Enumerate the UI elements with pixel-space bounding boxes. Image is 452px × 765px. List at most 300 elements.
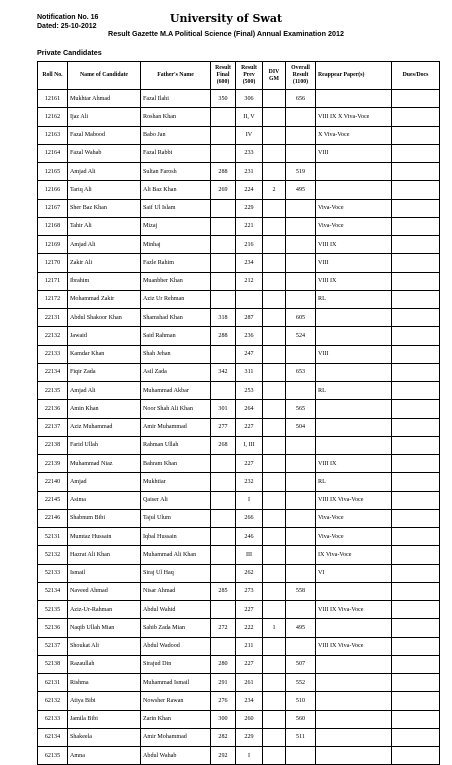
cell-name: Amjad Ali xyxy=(68,163,141,181)
cell-final: 288 xyxy=(211,163,236,181)
cell-father: Fazal Rabbi xyxy=(141,144,211,162)
cell-div xyxy=(263,400,286,418)
cell-div xyxy=(263,327,286,345)
cell-roll: 22139 xyxy=(38,455,68,473)
cell-final xyxy=(211,491,236,509)
cell-father: Noor Shah Ali Khan xyxy=(141,400,211,418)
cell-father: Roshan Khan xyxy=(141,108,211,126)
table-row xyxy=(38,728,440,746)
cell-father: Muhammad Ismail xyxy=(141,674,211,692)
cell-father: Fazle Rahim xyxy=(141,254,211,272)
cell-final xyxy=(211,455,236,473)
cell-overall xyxy=(286,382,316,400)
cell-reappear: VIII IX Viva-Voce xyxy=(316,491,392,509)
cell-reappear: VIII IX X Viva-Voce xyxy=(316,108,392,126)
cell-div xyxy=(263,309,286,327)
cell-reappear xyxy=(316,90,392,108)
cell-div: 1 xyxy=(263,619,286,637)
cell-reappear: VIII IX Viva-Voce xyxy=(316,601,392,619)
cell-father: Abdul Wadood xyxy=(141,637,211,655)
cell-father: Babo Jan xyxy=(141,126,211,144)
cell-father: Muhammad Akbar xyxy=(141,382,211,400)
cell-dues xyxy=(392,181,440,199)
cell-dues xyxy=(392,327,440,345)
table-row xyxy=(38,400,440,418)
cell-reappear: VIII xyxy=(316,144,392,162)
cell-roll: 12164 xyxy=(38,144,68,162)
cell-overall xyxy=(286,546,316,564)
cell-reappear: VIII IX xyxy=(316,455,392,473)
cell-div xyxy=(263,546,286,564)
cell-final xyxy=(211,126,236,144)
cell-roll: 22138 xyxy=(38,436,68,454)
cell-father: Mukhtiar xyxy=(141,473,211,491)
table-row xyxy=(38,290,440,308)
cell-roll: 62134 xyxy=(38,728,68,746)
cell-final xyxy=(211,473,236,491)
cell-roll: 22135 xyxy=(38,382,68,400)
university-name: University of Swat xyxy=(169,12,283,25)
cell-prev: 260 xyxy=(236,710,263,728)
cell-overall xyxy=(286,108,316,126)
cell-father: Siraj Ul Haq xyxy=(141,564,211,582)
cell-dues xyxy=(392,144,440,162)
cell-roll: 22132 xyxy=(38,327,68,345)
cell-prev: 229 xyxy=(236,728,263,746)
cell-div xyxy=(263,564,286,582)
table-row xyxy=(38,181,440,199)
cell-reappear: VIII xyxy=(316,254,392,272)
section-heading: Private Candidates xyxy=(37,48,102,57)
table-row xyxy=(38,90,440,108)
cell-reappear: Viva-Voce xyxy=(316,509,392,527)
cell-prev: 224 xyxy=(236,181,263,199)
cell-prev: I xyxy=(236,747,263,765)
cell-div xyxy=(263,363,286,381)
cell-overall xyxy=(286,747,316,765)
cell-roll: 52135 xyxy=(38,601,68,619)
cell-father: Amir Muhammad xyxy=(141,418,211,436)
cell-reappear xyxy=(316,710,392,728)
cell-div xyxy=(263,90,286,108)
table-row xyxy=(38,692,440,710)
cell-final: 350 xyxy=(211,90,236,108)
notification-date: Dated: 25-10-2012 xyxy=(37,23,97,30)
cell-final: 277 xyxy=(211,418,236,436)
cell-dues xyxy=(392,728,440,746)
cell-father: Abdul Wahab xyxy=(141,747,211,765)
cell-final: 282 xyxy=(211,728,236,746)
cell-overall xyxy=(286,528,316,546)
cell-prev: 211 xyxy=(236,637,263,655)
cell-reappear xyxy=(316,674,392,692)
cell-name: Aziz Muhammad xyxy=(68,418,141,436)
cell-prev xyxy=(236,290,263,308)
cell-dues xyxy=(392,582,440,600)
cell-div: 2 xyxy=(263,181,286,199)
cell-reappear: VIII IX Viva-Voce xyxy=(316,637,392,655)
cell-prev: 262 xyxy=(236,564,263,582)
cell-dues xyxy=(392,436,440,454)
cell-overall: 495 xyxy=(286,181,316,199)
cell-name: Aziz-Ur-Rahman xyxy=(68,601,141,619)
cell-roll: 52131 xyxy=(38,528,68,546)
table-row xyxy=(38,309,440,327)
cell-overall: 511 xyxy=(286,728,316,746)
cell-reappear: Viva-Voce xyxy=(316,199,392,217)
cell-father: Sirajud Din xyxy=(141,655,211,673)
cell-roll: 12163 xyxy=(38,126,68,144)
cell-roll: 52136 xyxy=(38,619,68,637)
cell-father: Rahman Ullah xyxy=(141,436,211,454)
cell-div xyxy=(263,163,286,181)
table-row xyxy=(38,436,440,454)
col-final-header: Result Final (600) xyxy=(211,62,236,90)
cell-prev: 273 xyxy=(236,582,263,600)
cell-final xyxy=(211,290,236,308)
cell-roll: 22131 xyxy=(38,309,68,327)
cell-final xyxy=(211,108,236,126)
cell-div xyxy=(263,455,286,473)
cell-name: Tahir Ali xyxy=(68,217,141,235)
cell-dues xyxy=(392,108,440,126)
cell-name: Amna xyxy=(68,747,141,765)
cell-roll: 22134 xyxy=(38,363,68,381)
cell-dues xyxy=(392,601,440,619)
cell-final xyxy=(211,564,236,582)
cell-prev: 229 xyxy=(236,199,263,217)
cell-div xyxy=(263,382,286,400)
table-row xyxy=(38,345,440,363)
cell-div xyxy=(263,509,286,527)
cell-final xyxy=(211,601,236,619)
cell-prev: 287 xyxy=(236,309,263,327)
cell-prev: I, III xyxy=(236,436,263,454)
table-row xyxy=(38,418,440,436)
table-row xyxy=(38,473,440,491)
cell-dues xyxy=(392,382,440,400)
cell-roll: 62133 xyxy=(38,710,68,728)
cell-dues xyxy=(392,400,440,418)
cell-div xyxy=(263,144,286,162)
cell-final xyxy=(211,272,236,290)
cell-dues xyxy=(392,619,440,637)
cell-dues xyxy=(392,655,440,673)
col-roll-header: Roll No. xyxy=(38,62,68,90)
cell-prev: 246 xyxy=(236,528,263,546)
cell-prev: 221 xyxy=(236,217,263,235)
cell-overall xyxy=(286,254,316,272)
cell-father: Aziz Ur Rehman xyxy=(141,290,211,308)
cell-div xyxy=(263,345,286,363)
cell-roll: 12172 xyxy=(38,290,68,308)
cell-reappear xyxy=(316,400,392,418)
cell-father: Muhammad Ali Khan xyxy=(141,546,211,564)
cell-overall: 507 xyxy=(286,655,316,673)
cell-overall: 558 xyxy=(286,582,316,600)
table-row xyxy=(38,747,440,765)
cell-name: Fazal Mabood xyxy=(68,126,141,144)
cell-final: 292 xyxy=(211,747,236,765)
cell-overall xyxy=(286,345,316,363)
cell-prev: 227 xyxy=(236,601,263,619)
cell-overall xyxy=(286,509,316,527)
cell-name: Shabnum Bibi xyxy=(68,509,141,527)
cell-prev: II, V xyxy=(236,108,263,126)
cell-reappear xyxy=(316,655,392,673)
cell-roll: 22145 xyxy=(38,491,68,509)
cell-name: Fiqir Zada xyxy=(68,363,141,381)
cell-prev: 264 xyxy=(236,400,263,418)
gazette-title: Result Gazette M.A Political Science (Final) Annual Examination 2012 xyxy=(108,29,344,38)
cell-dues xyxy=(392,692,440,710)
cell-final xyxy=(211,217,236,235)
cell-roll: 62135 xyxy=(38,747,68,765)
cell-name: Amjad xyxy=(68,473,141,491)
table-row xyxy=(38,199,440,217)
col-dues-header: Dues/Docs xyxy=(392,62,440,90)
cell-roll: 52134 xyxy=(38,582,68,600)
cell-prev: 266 xyxy=(236,509,263,527)
cell-roll: 62132 xyxy=(38,692,68,710)
cell-dues xyxy=(392,473,440,491)
cell-reappear xyxy=(316,181,392,199)
cell-div xyxy=(263,692,286,710)
cell-father: Minhaj xyxy=(141,236,211,254)
cell-overall: 565 xyxy=(286,400,316,418)
cell-reappear: X Viva-Voce xyxy=(316,126,392,144)
table-row xyxy=(38,491,440,509)
cell-reappear: VIII xyxy=(316,345,392,363)
cell-prev: 253 xyxy=(236,382,263,400)
table-row xyxy=(38,509,440,527)
cell-dues xyxy=(392,90,440,108)
cell-overall: 560 xyxy=(286,710,316,728)
cell-div xyxy=(263,747,286,765)
cell-name: Ismail xyxy=(68,564,141,582)
cell-roll: 22140 xyxy=(38,473,68,491)
cell-reappear xyxy=(316,692,392,710)
cell-prev: III xyxy=(236,546,263,564)
cell-name: Jawaid xyxy=(68,327,141,345)
cell-father: Bahram Khan xyxy=(141,455,211,473)
cell-name: Shoukat Ali xyxy=(68,637,141,655)
cell-reappear xyxy=(316,582,392,600)
cell-reappear xyxy=(316,363,392,381)
cell-final: 291 xyxy=(211,674,236,692)
table-row xyxy=(38,217,440,235)
table-row xyxy=(38,582,440,600)
cell-name: Ijaz Ali xyxy=(68,108,141,126)
cell-reappear xyxy=(316,309,392,327)
cell-final xyxy=(211,144,236,162)
cell-final: 288 xyxy=(211,327,236,345)
cell-reappear: Viva-Voce xyxy=(316,528,392,546)
cell-div xyxy=(263,710,286,728)
cell-father: Tajul Ulum xyxy=(141,509,211,527)
cell-div xyxy=(263,601,286,619)
cell-final xyxy=(211,382,236,400)
cell-dues xyxy=(392,747,440,765)
cell-roll: 12162 xyxy=(38,108,68,126)
cell-dues xyxy=(392,199,440,217)
cell-reappear: VI xyxy=(316,564,392,582)
cell-div xyxy=(263,236,286,254)
cell-name: Mukhtar Ahmad xyxy=(68,90,141,108)
cell-overall xyxy=(286,236,316,254)
table-row xyxy=(38,126,440,144)
cell-name: Naqib Ullah Mian xyxy=(68,619,141,637)
cell-roll: 12166 xyxy=(38,181,68,199)
cell-dues xyxy=(392,126,440,144)
table-row xyxy=(38,710,440,728)
table-row xyxy=(38,108,440,126)
cell-overall xyxy=(286,491,316,509)
cell-reappear xyxy=(316,747,392,765)
cell-prev: 261 xyxy=(236,674,263,692)
cell-final xyxy=(211,509,236,527)
cell-reappear: RL xyxy=(316,382,392,400)
cell-overall xyxy=(286,436,316,454)
cell-father: Nowsher Rawan xyxy=(141,692,211,710)
cell-father: Sultan Farosh xyxy=(141,163,211,181)
cell-father: Shah Jehan xyxy=(141,345,211,363)
cell-dues xyxy=(392,272,440,290)
cell-div xyxy=(263,199,286,217)
cell-dues xyxy=(392,546,440,564)
cell-prev: 216 xyxy=(236,236,263,254)
cell-overall xyxy=(286,126,316,144)
cell-final xyxy=(211,236,236,254)
cell-div xyxy=(263,126,286,144)
cell-father: Iqbal Hussain xyxy=(141,528,211,546)
cell-reappear: Viva-Voce xyxy=(316,217,392,235)
cell-overall xyxy=(286,199,316,217)
col-div-header: DIV GM xyxy=(263,62,286,90)
cell-overall xyxy=(286,455,316,473)
cell-reappear xyxy=(316,163,392,181)
cell-dues xyxy=(392,309,440,327)
table-row xyxy=(38,236,440,254)
cell-final: 301 xyxy=(211,400,236,418)
cell-dues xyxy=(392,345,440,363)
cell-father: Fazal Ilahi xyxy=(141,90,211,108)
cell-prev: 227 xyxy=(236,418,263,436)
cell-name: Rishma xyxy=(68,674,141,692)
table-row xyxy=(38,655,440,673)
cell-final xyxy=(211,345,236,363)
cell-roll: 22146 xyxy=(38,509,68,527)
cell-div xyxy=(263,582,286,600)
cell-reappear: RL xyxy=(316,290,392,308)
cell-father: Said Rahman xyxy=(141,327,211,345)
cell-div xyxy=(263,217,286,235)
cell-overall xyxy=(286,217,316,235)
cell-div xyxy=(263,290,286,308)
cell-dues xyxy=(392,363,440,381)
cell-dues xyxy=(392,163,440,181)
cell-dues xyxy=(392,290,440,308)
cell-name: Kamdar Khan xyxy=(68,345,141,363)
cell-roll: 12165 xyxy=(38,163,68,181)
cell-reappear: IX Viva-Voce xyxy=(316,546,392,564)
cell-father: Abdul Wahid xyxy=(141,601,211,619)
cell-prev: 311 xyxy=(236,363,263,381)
cell-overall xyxy=(286,473,316,491)
cell-father: Shamshad Khan xyxy=(141,309,211,327)
cell-reappear: VIII IX xyxy=(316,236,392,254)
table-row xyxy=(38,601,440,619)
cell-roll: 12161 xyxy=(38,90,68,108)
cell-name: Sher Baz Khan xyxy=(68,199,141,217)
cell-name: Farid Ullah xyxy=(68,436,141,454)
cell-father: Asil Zada xyxy=(141,363,211,381)
cell-prev: 222 xyxy=(236,619,263,637)
cell-roll: 12167 xyxy=(38,199,68,217)
cell-final: 285 xyxy=(211,582,236,600)
cell-name: Mohammad Zakir xyxy=(68,290,141,308)
cell-father: Muanbber Khan xyxy=(141,272,211,290)
cell-prev: 234 xyxy=(236,254,263,272)
col-father-header: Father's Name xyxy=(141,62,211,90)
cell-name: Ibrahim xyxy=(68,272,141,290)
cell-dues xyxy=(392,217,440,235)
cell-final xyxy=(211,528,236,546)
cell-final xyxy=(211,546,236,564)
cell-dues xyxy=(392,528,440,546)
cell-final: 318 xyxy=(211,309,236,327)
cell-name: Hazrat Ali Khan xyxy=(68,546,141,564)
cell-name: Abdul Shakoor Khan xyxy=(68,309,141,327)
cell-dues xyxy=(392,710,440,728)
cell-final: 300 xyxy=(211,710,236,728)
cell-overall: 510 xyxy=(286,692,316,710)
cell-prev: 233 xyxy=(236,144,263,162)
cell-dues xyxy=(392,236,440,254)
table-row xyxy=(38,528,440,546)
cell-overall xyxy=(286,144,316,162)
col-prev-header: Result Prev (500) xyxy=(236,62,263,90)
table-row xyxy=(38,327,440,345)
cell-name: Muhammad Niaz xyxy=(68,455,141,473)
cell-name: Atiya Bibi xyxy=(68,692,141,710)
table-row xyxy=(38,546,440,564)
cell-roll: 22133 xyxy=(38,345,68,363)
cell-overall: 653 xyxy=(286,363,316,381)
cell-prev: I xyxy=(236,491,263,509)
cell-div xyxy=(263,491,286,509)
col-reappear-header: Reappear Paper(s) xyxy=(316,62,392,90)
cell-div xyxy=(263,674,286,692)
cell-father: Sahib Zada Mian xyxy=(141,619,211,637)
cell-final: 276 xyxy=(211,692,236,710)
cell-reappear xyxy=(316,436,392,454)
table-row xyxy=(38,455,440,473)
cell-overall xyxy=(286,272,316,290)
cell-prev: 234 xyxy=(236,692,263,710)
cell-reappear xyxy=(316,728,392,746)
cell-roll: 52138 xyxy=(38,655,68,673)
cell-name: Tariq Ali xyxy=(68,181,141,199)
cell-overall: 504 xyxy=(286,418,316,436)
cell-dues xyxy=(392,564,440,582)
cell-roll: 62131 xyxy=(38,674,68,692)
cell-overall: 519 xyxy=(286,163,316,181)
cell-father: Qaiser Ali xyxy=(141,491,211,509)
cell-name: Naveed Ahmad xyxy=(68,582,141,600)
cell-div xyxy=(263,418,286,436)
cell-final: 269 xyxy=(211,181,236,199)
